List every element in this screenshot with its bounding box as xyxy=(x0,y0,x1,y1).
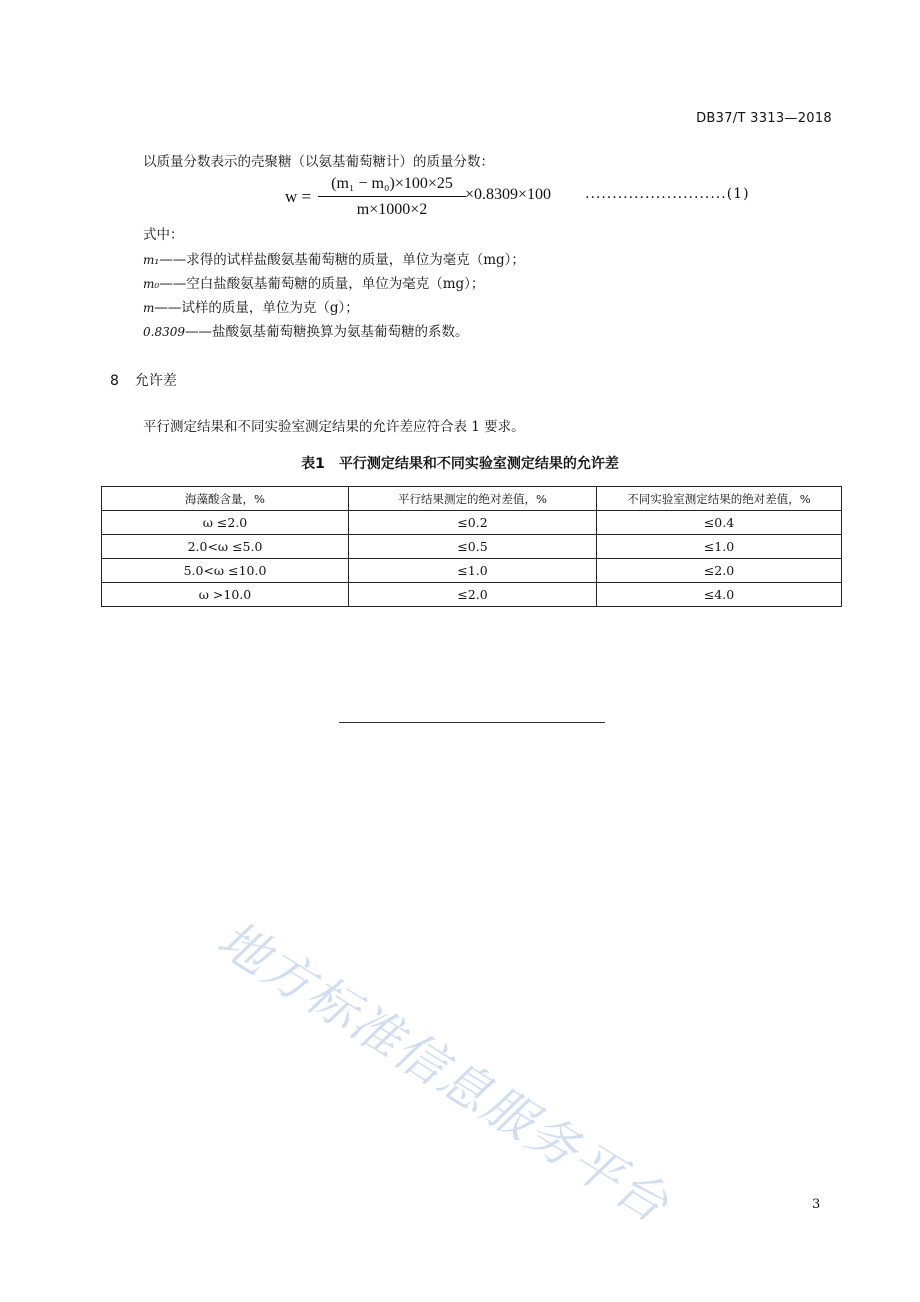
section-text: 平行测定结果和不同实验室测定结果的允许差应符合表 1 要求。 xyxy=(143,419,525,435)
table-cell: ≤0.2 xyxy=(349,511,597,535)
formula-lhs: w = xyxy=(285,187,312,206)
section-title: 允许差 xyxy=(134,373,177,389)
end-rule xyxy=(339,722,605,723)
column-header: 平行结果测定的绝对差值，% xyxy=(349,487,597,511)
table-row xyxy=(102,511,842,535)
variable-desc: ——空白盐酸氨基葡萄糖的质量，单位为毫克（mg）； xyxy=(159,276,485,292)
variable-desc: ——试样的质量，单位为克（g）； xyxy=(154,300,359,316)
section-number: 8 xyxy=(110,373,119,389)
formula-numerator: (m₁ − m₀)×100×25 xyxy=(331,175,453,192)
table-cell: ≤2.0 xyxy=(597,559,842,583)
table-cell: ≤4.0 xyxy=(597,583,842,607)
table-cell: ≤1.0 xyxy=(597,535,842,559)
formula-rest: ×0.8309×100 xyxy=(465,186,552,203)
table-cell: 5.0<ω ≤10.0 xyxy=(102,559,349,583)
page-number: 3 xyxy=(812,1197,821,1212)
variable-desc: ——求得的试样盐酸氨基葡萄糖的质量，单位为毫克（mg）； xyxy=(159,252,525,268)
variable-m0 xyxy=(143,272,484,292)
formula-1 xyxy=(285,173,845,223)
watermark: 地方标准信息服务平台 xyxy=(207,909,680,1235)
table-row xyxy=(102,535,842,559)
section-heading xyxy=(110,370,177,390)
table-cell: ω ≤2.0 xyxy=(102,511,349,535)
variable-m xyxy=(143,296,359,316)
fraction-bar xyxy=(318,196,466,197)
table-caption: 表1 平行测定结果和不同实验室测定结果的允许差 xyxy=(301,456,619,472)
table-cell: ≤0.4 xyxy=(597,511,842,535)
variable-symbol: 0.8309 xyxy=(143,325,185,339)
column-header: 海藻酸含量，% xyxy=(102,487,349,511)
tolerance-table xyxy=(101,486,842,607)
table-row xyxy=(102,583,842,607)
table-row xyxy=(102,559,842,583)
formula-fraction xyxy=(318,173,466,220)
document-code: DB37/T 3313—2018 xyxy=(696,111,832,126)
variable-coefficient xyxy=(143,320,469,340)
variable-symbol: m₀ xyxy=(143,277,160,291)
intro-text: 以质量分数表示的壳聚糖（以氨基葡萄糖计）的质量分数： xyxy=(143,154,494,170)
table-header-row xyxy=(102,487,842,511)
column-header: 不同实验室测定结果的绝对差值，% xyxy=(597,487,842,511)
table-cell: ω >10.0 xyxy=(102,583,349,607)
table-cell: ≤0.5 xyxy=(349,535,597,559)
variable-symbol: m xyxy=(143,301,155,315)
table-cell: ≤2.0 xyxy=(349,583,597,607)
equation-number: (1) xyxy=(726,186,750,202)
formula-denominator: m×1000×2 xyxy=(356,201,428,218)
where-label: 式中： xyxy=(143,227,184,243)
variable-symbol: m₁ xyxy=(143,253,160,267)
formula-leader xyxy=(585,186,750,202)
leader-dots: .......................... xyxy=(585,186,727,202)
table-cell: 2.0<ω ≤5.0 xyxy=(102,535,349,559)
variable-desc: ——盐酸氨基葡萄糖换算为氨基葡萄糖的系数。 xyxy=(185,324,469,340)
variable-m1 xyxy=(143,248,525,268)
table-cell: ≤1.0 xyxy=(349,559,597,583)
